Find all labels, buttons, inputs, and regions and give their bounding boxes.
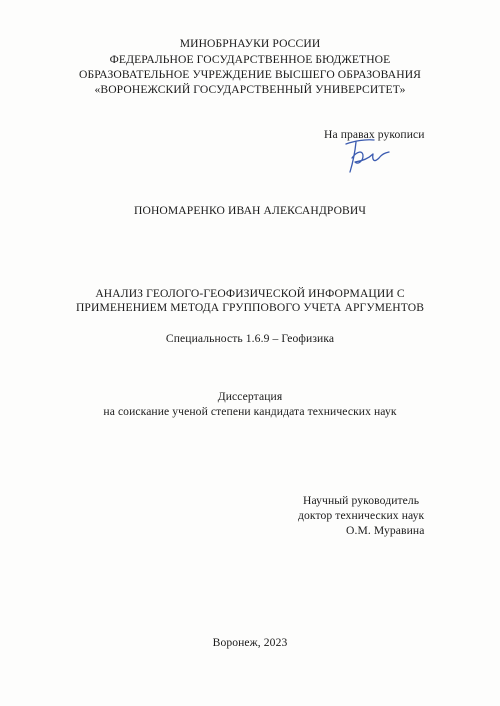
dissertation-title-line2: ПРИМЕНЕНИЕМ МЕТОДА ГРУППОВОГО УЧЕТА АРГУМЕНТОВ (75, 301, 425, 314)
institution-type-line1: ФЕДЕРАЛЬНОЕ ГОСУДАРСТВЕННОЕ БЮДЖЕТНОЕ (109, 53, 391, 66)
institution-type-line2: ОБРАЗОВАТЕЛЬНОЕ УЧРЕЖДЕНИЕ ВЫСШЕГО ОБРАЗОВАНИЯ (79, 68, 421, 81)
supervisor-role: Научный руководитель (303, 494, 420, 507)
specialty: Специальность 1.6.9 – Геофизика (165, 332, 335, 345)
author-name: ПОНОМАРЕНКО ИВАН АЛЕКСАНДРОВИЧ (134, 204, 366, 217)
document-type: Диссертация (217, 390, 283, 403)
dissertation-title-line1: АНАЛИЗ ГЕОЛОГО-ГЕОФИЗИЧЕСКОЙ ИНФОРМАЦИИ С (95, 287, 405, 300)
manuscript-note: На правах рукописи (324, 128, 425, 141)
degree-sought: на соискание ученой степени кандидата технических наук (103, 405, 397, 418)
handwritten-signature (338, 134, 392, 176)
university-name: «ВОРОНЕЖСКИЙ ГОСУДАРСТВЕННЫЙ УНИВЕРСИТЕТ» (94, 83, 406, 96)
ministry-name: МИНОБРНАУКИ РОССИИ (179, 37, 321, 50)
supervisor-degree: доктор технических наук (298, 509, 425, 522)
city-and-year: Воронеж, 2023 (212, 636, 288, 649)
supervisor-name: О.М. Муравина (346, 524, 425, 537)
